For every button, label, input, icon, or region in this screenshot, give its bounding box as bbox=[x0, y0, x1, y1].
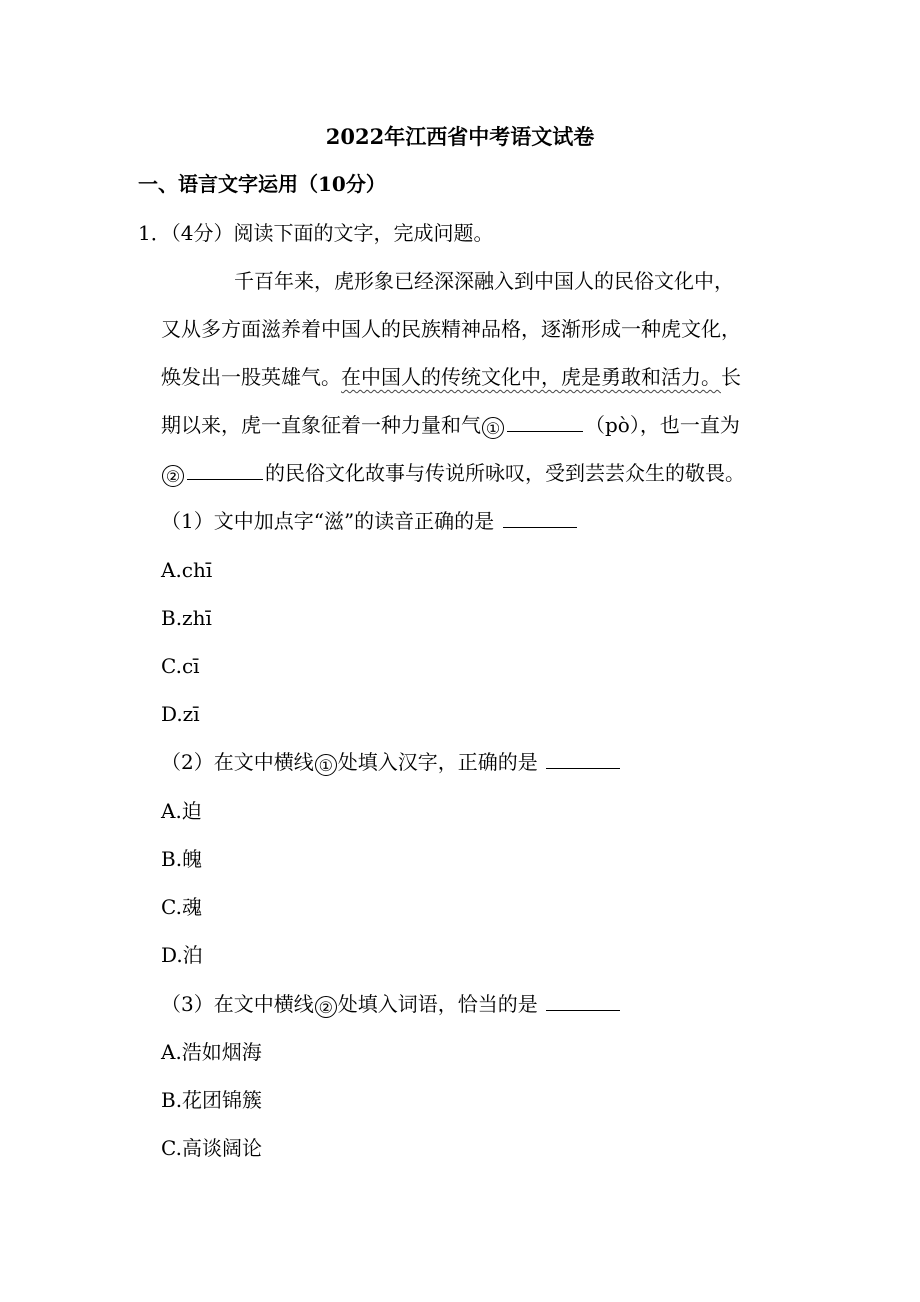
section-heading: 一、语言文字运用（10分） bbox=[138, 172, 386, 196]
sub-question-stem: （2）在文中横线 bbox=[161, 750, 314, 774]
passage-text: 长 bbox=[721, 365, 741, 389]
option-a: A.迫 bbox=[161, 799, 202, 823]
option-c: C.cī bbox=[161, 654, 200, 678]
option-b: B.花团锦簇 bbox=[161, 1088, 263, 1112]
passage-text: 焕发出一股英雄气。 bbox=[161, 365, 341, 389]
answer-blank[interactable] bbox=[503, 509, 577, 528]
question-1-stem: 1．（4分）阅读下面的文字，完成问题。 bbox=[138, 221, 494, 245]
passage-line-3 bbox=[161, 363, 741, 391]
passage-text: 期以来，虎一直象征着一种力量和气 bbox=[161, 413, 481, 437]
sub-question-1 bbox=[161, 507, 579, 535]
answer-blank[interactable] bbox=[546, 750, 620, 769]
fill-blank-2[interactable] bbox=[187, 461, 263, 480]
exam-title: 2022年江西省中考语文试卷 bbox=[325, 124, 595, 149]
sub-question-stem: （3）在文中横线 bbox=[161, 992, 314, 1016]
sub-question-stem: 处填入词语，恰当的是 bbox=[337, 992, 538, 1016]
passage-text: 的民俗文化故事与传说所咏叹，受到芸芸众生的敬畏。 bbox=[265, 461, 745, 485]
sub-question-3 bbox=[161, 990, 622, 1018]
option-d: D.泊 bbox=[161, 943, 203, 967]
option-a: A.chī bbox=[161, 558, 213, 582]
circled-number-1: ① bbox=[315, 754, 337, 776]
option-b: B.zhī bbox=[161, 606, 212, 630]
sub-question-2 bbox=[161, 748, 622, 776]
underlined-sentence: 在中国人的传统文化中，虎是勇敢和活力。 bbox=[341, 365, 721, 389]
circled-number-2: ② bbox=[315, 996, 337, 1018]
circled-number-2: ② bbox=[162, 465, 184, 487]
fill-blank-1[interactable] bbox=[507, 413, 583, 432]
passage-line-4 bbox=[161, 411, 740, 439]
option-c: C.魂 bbox=[161, 895, 202, 919]
passage-line-5 bbox=[161, 459, 745, 487]
sub-question-stem: （1）文中加点字“滋”的读音正确的是 bbox=[161, 509, 495, 533]
option-a: A.浩如烟海 bbox=[161, 1040, 262, 1064]
answer-blank[interactable] bbox=[546, 992, 620, 1011]
passage-line-2: 又从多方面滋养着中国人的民族精神品格，逐渐形成一种虎文化， bbox=[161, 317, 741, 341]
option-b: B.魄 bbox=[161, 847, 203, 871]
option-d: D.zī bbox=[161, 702, 200, 726]
passage-text: （pò），也一直为 bbox=[585, 413, 740, 437]
sub-question-stem: 处填入汉字，正确的是 bbox=[337, 750, 538, 774]
circled-number-1: ① bbox=[482, 417, 504, 439]
option-c: C.高谈阔论 bbox=[161, 1136, 262, 1160]
passage-line-1: 千百年来，虎形象已经深深融入到中国人的民俗文化中， bbox=[234, 269, 734, 293]
